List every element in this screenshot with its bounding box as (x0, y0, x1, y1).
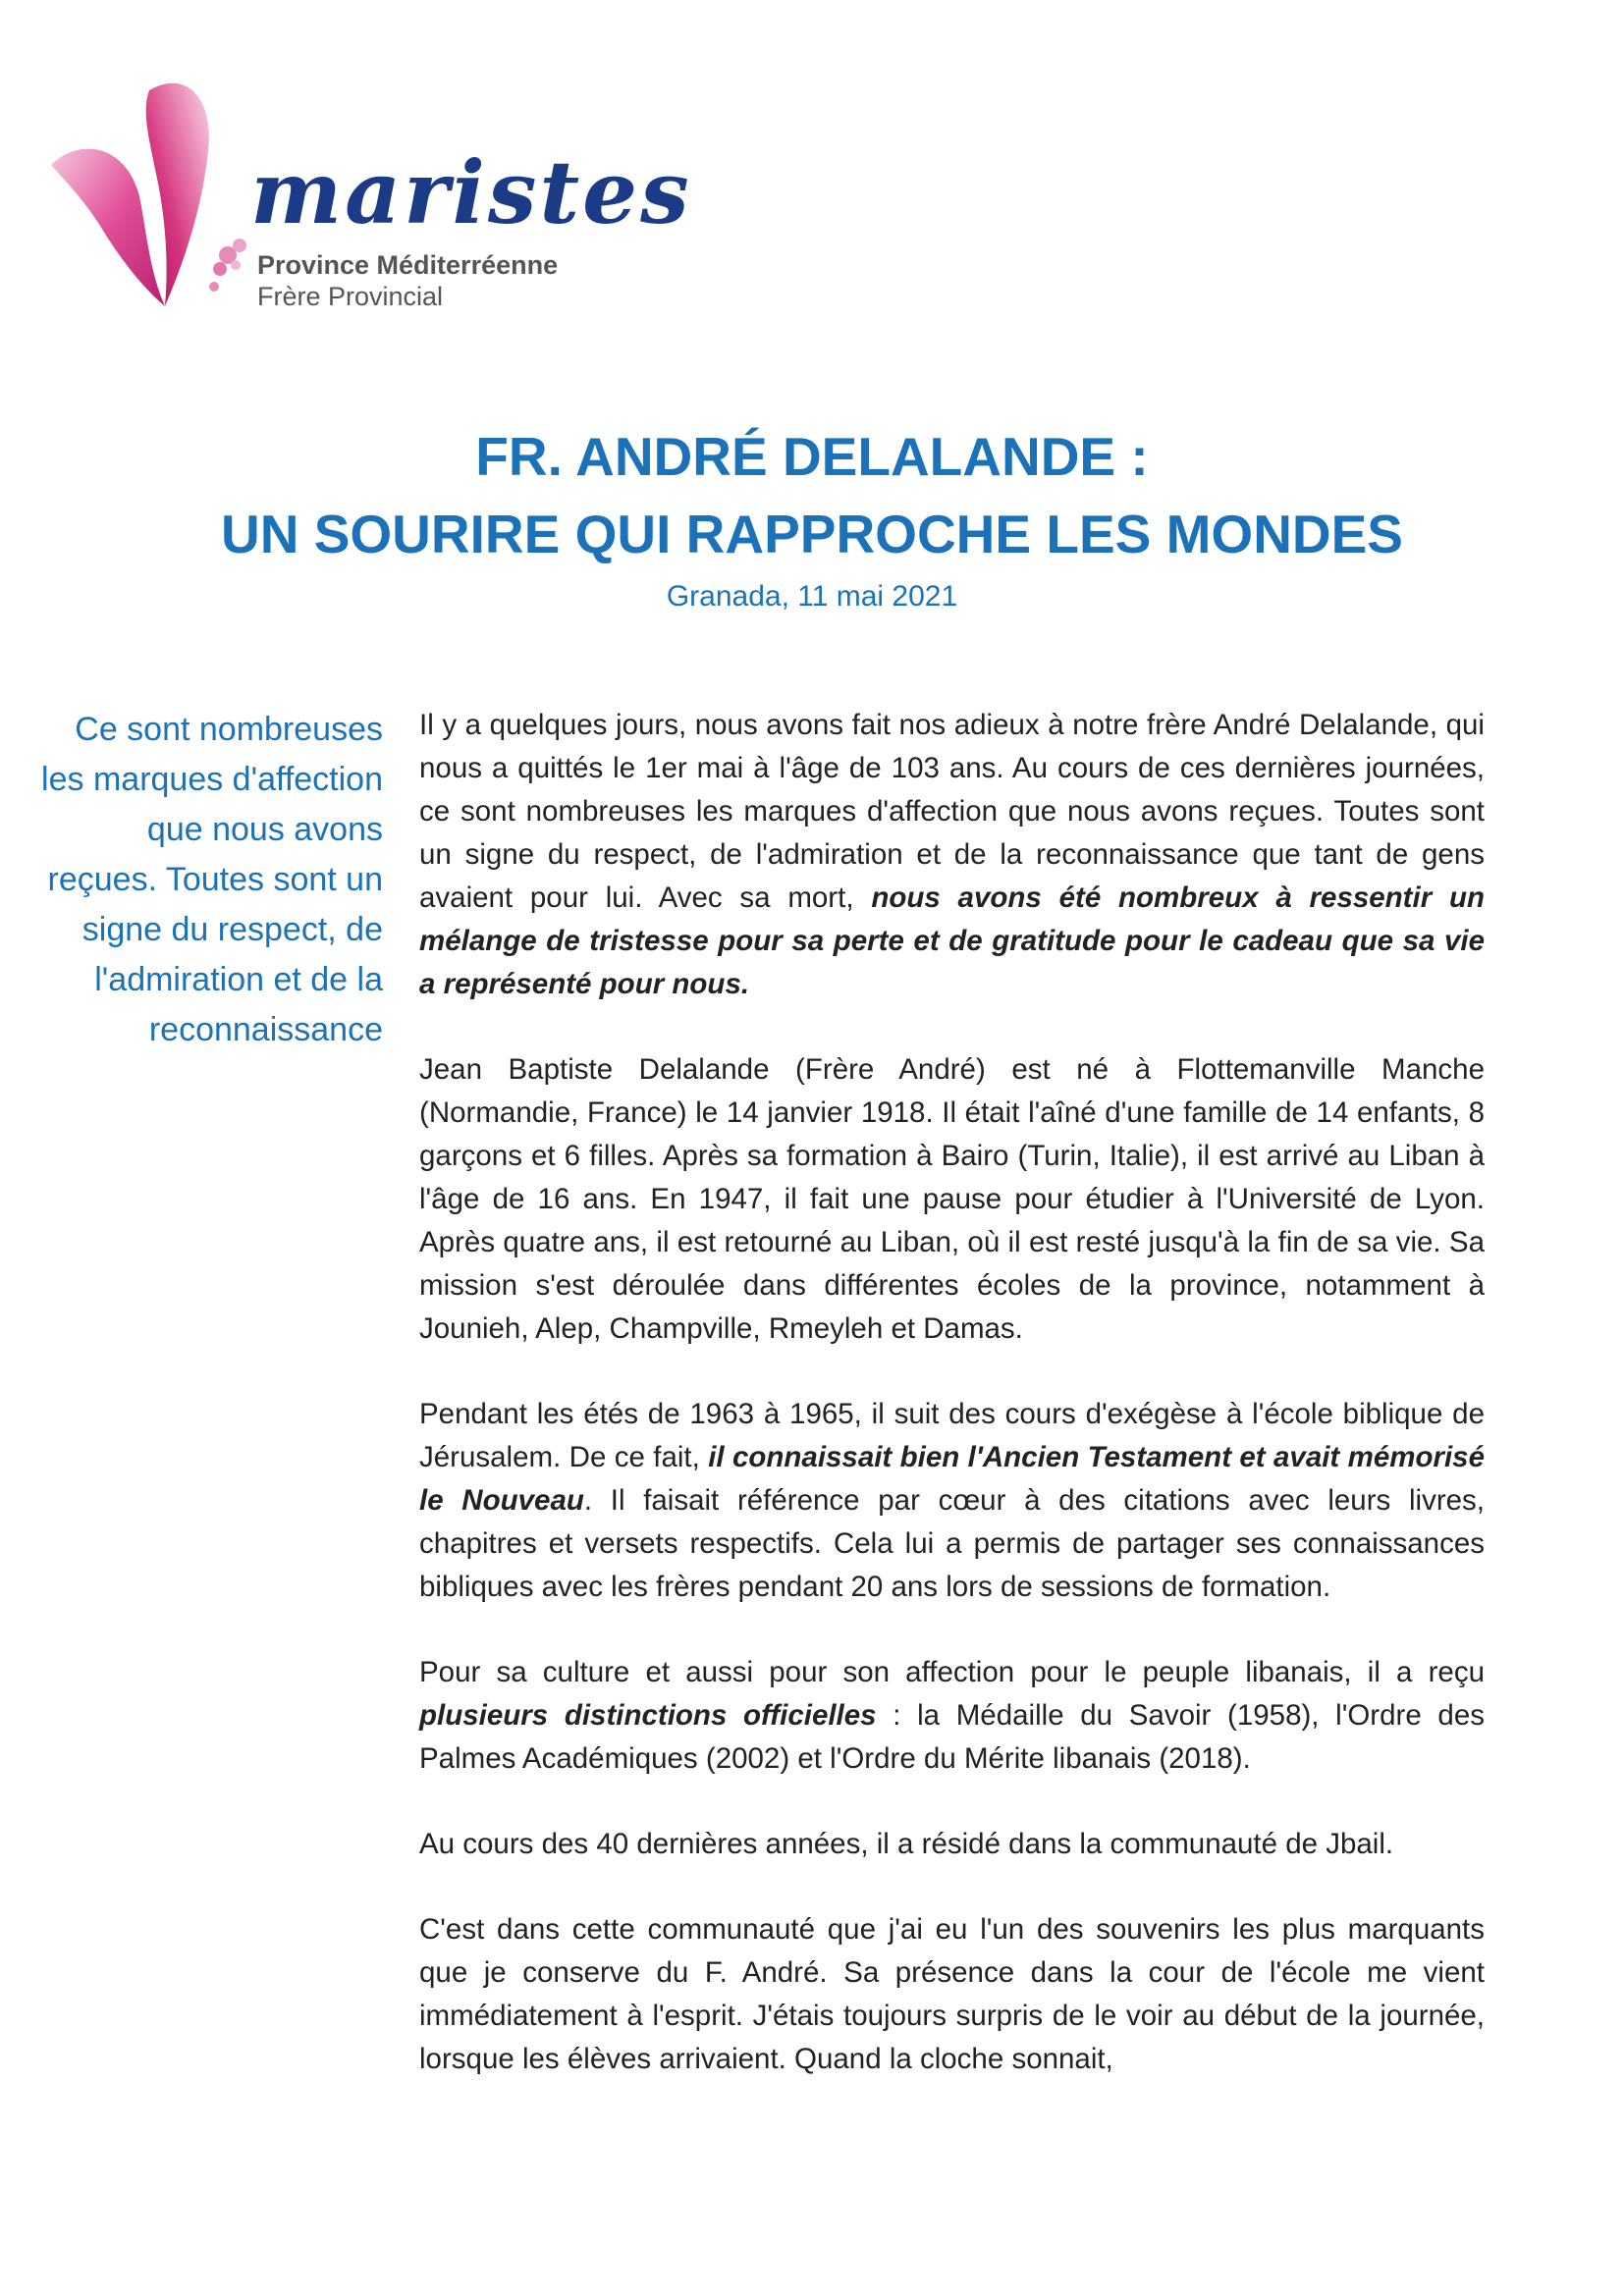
document-title-line-1: FR. ANDRÉ DELALANDE : (475, 426, 1149, 487)
paragraph-1-emphasis: nous avons été nombreux à ressentir un mélange de tristesse pour sa perte et de gratitude pour le cadeau que sa vie a représenté pour nous. (419, 881, 1485, 1000)
paragraph-4-emphasis: plusieurs distinctions officielles (419, 1699, 877, 1732)
paragraph-2: Jean Baptiste Delalande (Frère André) est né à Flottemanville Manche (Normandie, France) le 14 janvier 1918. Il était l'aîné d'une famille de 14 enfants, 8 garçons et 6 filles. Après sa formation à Bairo (Turin, Italie), il est arrivé au Liban à l'âge de 16 ans. En 1947, il fait une pause pour étudier à l'Université de Lyon. Après quatre ans, il est retourné au Liban, où il est resté jusqu'à la fin de sa vie. Sa mission s'est déroulée dans différentes écoles de la province, notamment à Jounieh, Alep, Champville, Rmeyleh et Damas. (419, 1053, 1485, 1345)
paragraph-3-text-before: Pendant les étés de 1963 à 1965, il suit des cours d'exégèse à l'école biblique de Jérusalem. De ce fait, (419, 1398, 1485, 1473)
paragraph-1-text: Il y a quelques jours, nous avons fait nos adieux à notre frère André Delalande, qui nous a quittés le 1er mai à l'âge de 103 ans. Au cours de ces dernières journées, ce sont nombreuses les marques d'affection que nous avons reçues. Toutes sont un signe du respect, de l'admiration et de la reconnaissance que tant de gens avaient pour lui. Avec sa mort, (419, 709, 1485, 914)
pull-quote: Ce sont nombreuses les marques d'affection que nous avons reçues. Toutes sont un signe du respect, de l'admiration et de la reconnaissance (41, 711, 383, 1048)
paragraph-3-emphasis: il connaissait bien l'Ancien Testament et avait mémorisé le Nouveau (419, 1441, 1485, 1517)
paragraph-3-text-after: . Il faisait référence par cœur à des citations avec leurs livres, chapitres et versets respectifs. Cela lui a permis de partager ses connaissances bibliques avec les frères pendant 20 ans lors de sessions de formation. (419, 1484, 1485, 1603)
document-title-line-2: UN SOURIRE QUI RAPPROCHE LES MONDES (220, 504, 1403, 564)
document-date: Granada, 11 mai 2021 (666, 580, 958, 613)
provincial-role: Frère Provincial (257, 282, 444, 311)
paragraph-1 (419, 704, 1485, 1006)
paragraph-6: C'est dans cette communauté que j'ai eu l'un des souvenirs les plus marquants que je conserve du F. André. Sa présence dans la cour de l'école me vient immédiatement à l'esprit. J'étais toujours surpris de le voir au début de la journée, lorsque les élèves arrivaient. Quand la cloche sonnait, (419, 1913, 1485, 2075)
paragraph-4-text-before: Pour sa culture et aussi pour son affection pour le peuple libanais, il a reçu (419, 1656, 1485, 1688)
article-body (419, 704, 1485, 2123)
paragraph-3 (419, 1393, 1485, 1609)
paragraph-5: Au cours des 40 dernières années, il a résidé dans la communauté de Jbail. (419, 1828, 1394, 1860)
paragraph-4-text-after: : la Médaille du Savoir (1958), l'Ordre des Palmes Académiques (2002) et l'Ordre du Mérite libanais (2018). (419, 1699, 1485, 1775)
paragraph-4 (419, 1651, 1485, 1781)
maristes-heart-logo-icon (39, 69, 265, 324)
maristes-logo (39, 69, 692, 324)
brand-wordmark: maristes (250, 141, 692, 243)
province-name: Province Méditerréenne (257, 250, 559, 280)
